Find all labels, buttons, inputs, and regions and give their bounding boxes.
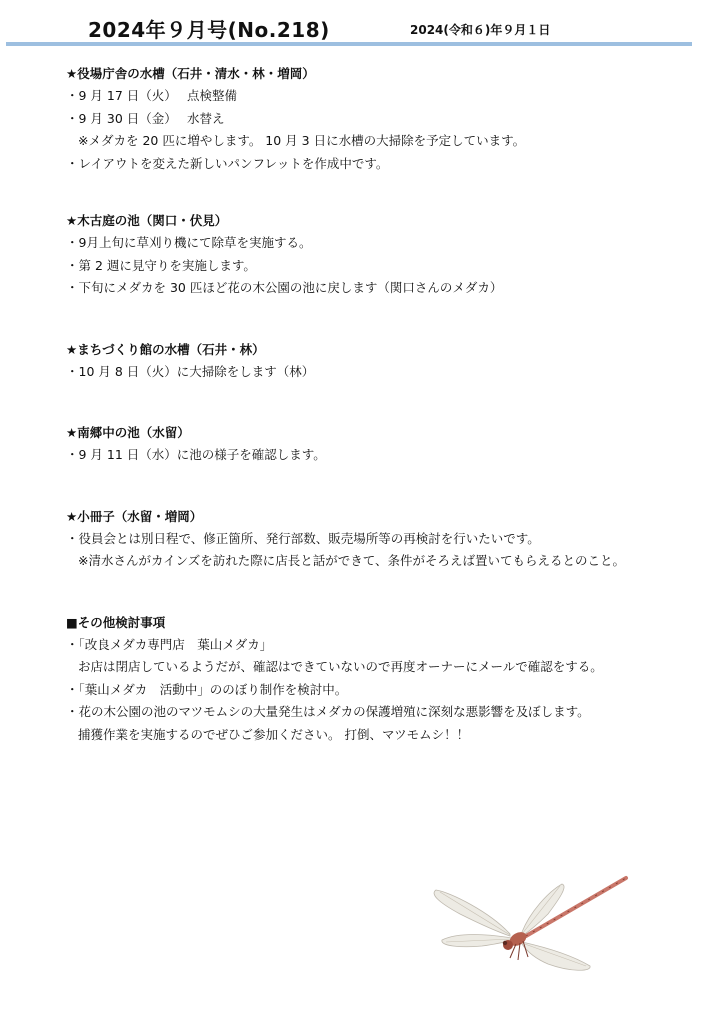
list-item: ・レイアウトを変えた新しいパンフレットを作成中です。: [66, 155, 389, 171]
main-content: [66, 62, 706, 746]
section-heading: ■その他検討事項: [66, 614, 166, 630]
issue-date: 2024(令和６)年９月１日: [410, 23, 551, 37]
section-heading: ★まちづくり館の水槽（石井・林）: [66, 341, 265, 357]
dragonfly-icon: [430, 862, 640, 992]
section-kogoba-pond: [66, 209, 706, 300]
list-item: ・10 月 8 日（火）に大掃除をします（林）: [66, 363, 315, 379]
section-heading: ★木古庭の池（関口・伏見）: [66, 213, 228, 228]
list-item: ・9 月 30 日（金） 水替え: [66, 110, 225, 126]
header-divider: [6, 42, 692, 46]
section-booklet: [66, 505, 706, 573]
list-item: ・花の木公園の池のマツモムシの大量発生はメダカの保護増殖に深刻な悪影響を及ぼします。: [66, 704, 590, 719]
list-item: ・「葉山メダカ 活動中」ののぼり制作を検討中。: [66, 681, 348, 697]
section-other-topics: [66, 611, 706, 747]
note-item: ※清水さんがカインズを訪れた際に店長と話ができて、条件がそろえば置いてもらえるとのこと。: [78, 553, 625, 568]
section-machizukuri-tank: [66, 338, 706, 384]
newsletter-title: 2024年９月号(No.218): [88, 18, 330, 42]
note-item: 捕獲作業を実施するのでぜひご参加ください。 打倒、マツモムシ！！: [78, 726, 470, 742]
list-item: ・9 月 17 日（火） 点検整備: [66, 88, 238, 103]
list-item: ・下旬にメダカを 30 匹ほど花の木公園の池に戻します（関口さんのメダカ）: [66, 280, 503, 295]
page-header: [0, 0, 724, 50]
list-item: ・「改良メダカ専門店 葉山メダカ」: [66, 636, 273, 652]
section-heading: ★小冊子（水留・増岡）: [66, 508, 203, 524]
section-heading: ★南郷中の池（水留）: [66, 425, 190, 440]
note-item: お店は閉店しているようだが、確認はできていないので再度オーナーにメールで確認をする。: [78, 659, 603, 674]
list-item: ・9月上旬に草刈り機にて除草を実施する。: [66, 235, 312, 250]
section-office-tank: [66, 62, 706, 175]
section-nango-pond: [66, 421, 706, 467]
list-item: ・9 月 11 日（水）に池の様子を確認します。: [66, 447, 326, 462]
section-heading: ★役場庁舎の水槽（石井・清水・林・増岡）: [66, 66, 315, 81]
list-item: ・第 2 週に見守りを実施します。: [66, 257, 256, 273]
list-item: ・役員会とは別日程で、修正箇所、発行部数、販売場所等の再検討を行いたいです。: [66, 530, 540, 546]
note-item: ※メダカを 20 匹に増やします。 10 月 3 日に水槽の大掃除を予定しています。: [78, 133, 526, 148]
